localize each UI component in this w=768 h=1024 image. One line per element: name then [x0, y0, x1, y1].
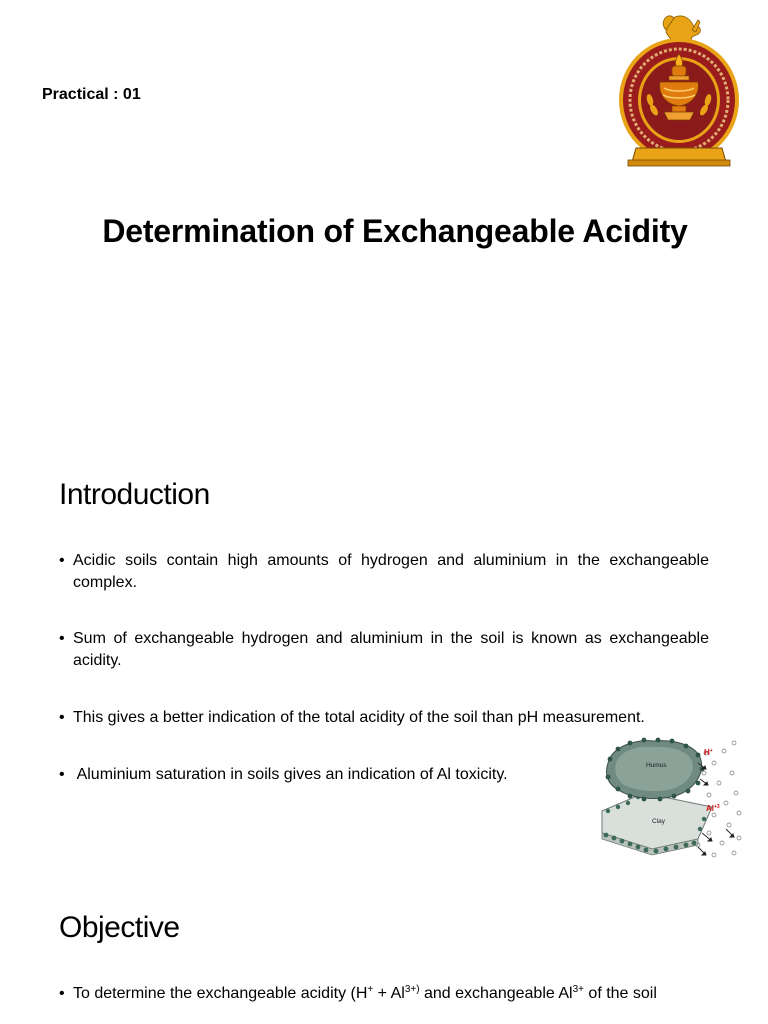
page-title: Determination of Exchangeable Acidity — [102, 213, 688, 249]
diagram-label-hydrogen: H+ — [704, 748, 713, 757]
bullet-dot-icon: • — [59, 552, 65, 569]
bullet-dot-icon: • — [59, 766, 65, 783]
university-emblem-icon — [614, 10, 744, 170]
diagram-label-aluminium: $Al^{+3}$ — [706, 804, 720, 813]
intro-bullet-3: • This gives a better indication of the total acidity of the soil than pH measurement. — [59, 707, 709, 729]
soil-colloid-diagram-icon — [594, 733, 744, 865]
objective-heading: Objective — [59, 911, 180, 944]
intro-bullet-1: • Acidic soils contain high amounts of hydrogen and aluminium in the exchangeable complex. — [59, 552, 709, 591]
diagram-label-clay: Clay — [652, 818, 666, 825]
objective-bullet: • To determine the exchangeable acidity ($H^+ + Al^{3+)}$ and exchangeable $Al^{3+}$ of the soil — [59, 983, 739, 1005]
practical-number: Practical : 01 — [42, 86, 141, 103]
diagram-label-humus: Humus — [646, 762, 667, 769]
bullet-dot-icon: • — [59, 985, 65, 1002]
introduction-heading: Introduction — [59, 478, 210, 511]
intro-bullet-2: • Sum of exchangeable hydrogen and aluminium in the soil is known as exchangeable acidity. — [59, 630, 709, 669]
bullet-dot-icon: • — [59, 630, 65, 647]
intro-bullet-4: • Aluminium saturation in soils gives an indication of Al toxicity. — [59, 764, 579, 786]
bullet-dot-icon: • — [59, 709, 65, 726]
